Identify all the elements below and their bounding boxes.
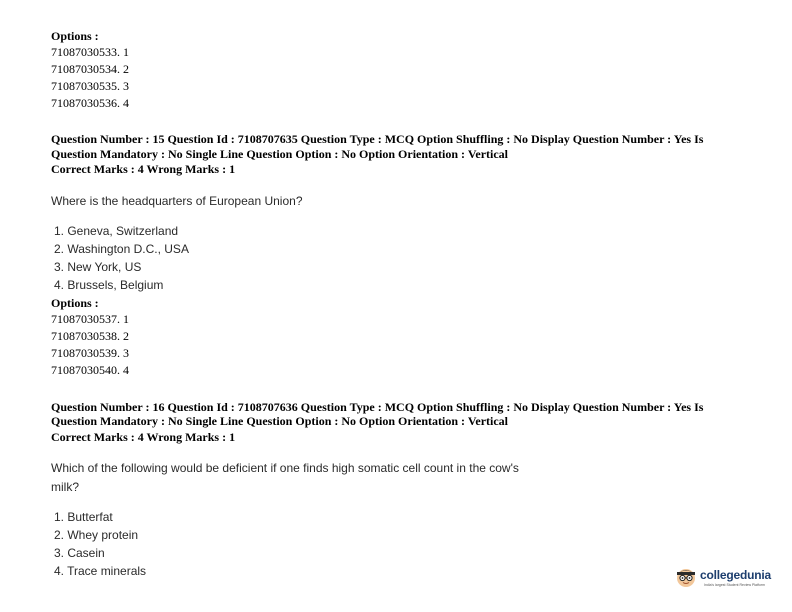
mascot-icon [675,566,697,588]
option-id: 71087030535. 3 [51,79,129,93]
option-id: 71087030533. 1 [51,45,129,59]
option-id: 71087030534. 2 [51,62,129,76]
option-id: 71087030538. 2 [51,329,129,343]
question-meta: Correct Marks : 4 Wrong Marks : 1 [51,162,236,176]
options-label: Options : [51,296,99,310]
question-meta: Correct Marks : 4 Wrong Marks : 1 [51,430,236,444]
answer-choice: 2. Whey protein [54,528,139,542]
question-meta: Question Mandatory : No Single Line Question Option : No Option Orientation : Vertical [51,147,509,161]
answer-choice: 2. Washington D.C., USA [54,242,189,256]
option-id: 71087030540. 4 [51,363,129,377]
answer-choice: 4. Brussels, Belgium [54,278,164,292]
answer-choice: 4. Trace minerals [54,564,147,578]
collegedunia-logo [675,563,771,593]
options-label: Options : [51,29,99,43]
logo-tagline: India's largest Student Review Platform [704,583,765,587]
option-id: 71087030539. 3 [51,346,129,360]
logo-name: collegedunia [700,568,771,582]
answer-choice: 3. Casein [54,546,105,560]
question-meta: Question Number : 16 Question Id : 7108707636 Question Type : MCQ Option Shuffling : No Display Question Number : Yes Is [51,400,704,414]
question-text: Where is the headquarters of European Union? [51,194,303,208]
option-id: 71087030536. 4 [51,96,129,110]
answer-choice: 1. Geneva, Switzerland [54,224,179,238]
option-id: 71087030537. 1 [51,312,129,326]
answer-choice: 1. Butterfat [54,510,113,524]
question-meta: Question Mandatory : No Single Line Question Option : No Option Orientation : Vertical [51,414,509,428]
question-meta: Question Number : 15 Question Id : 7108707635 Question Type : MCQ Option Shuffling : No Display Question Number : Yes Is [51,132,704,146]
question-text: milk? [51,480,80,494]
question-text: Which of the following would be deficient if one finds high somatic cell count in the cow's [51,461,519,475]
answer-choice: 3. New York, US [54,260,142,274]
